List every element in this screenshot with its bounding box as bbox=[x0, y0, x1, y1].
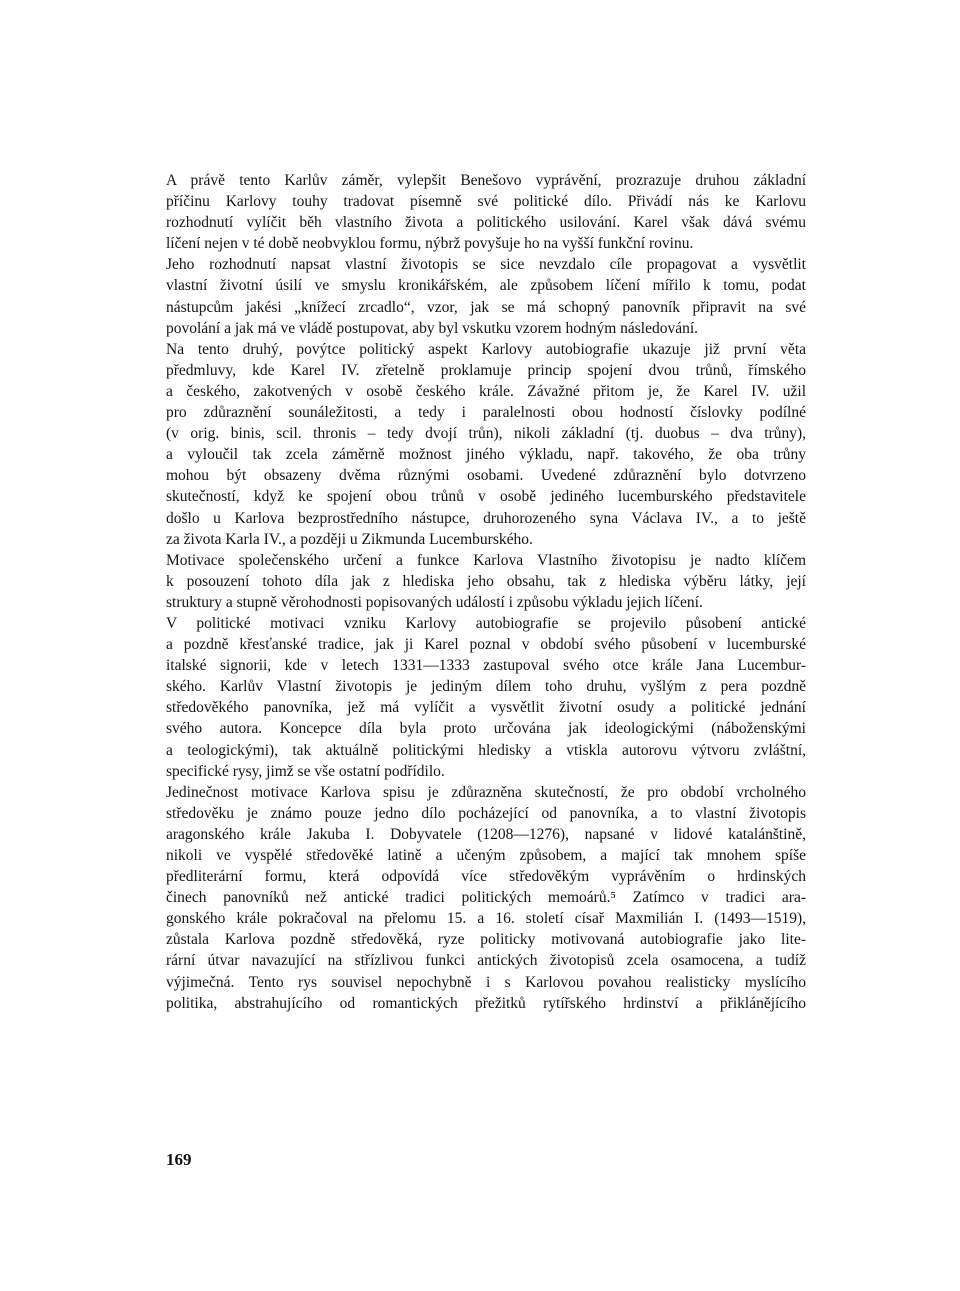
text-line: rární útvar navazující na střízlivou funkci antických životopisů zcela osamocena, a tudíž bbox=[166, 952, 806, 970]
paragraph bbox=[166, 613, 806, 782]
text-line: nikoli ve vyspělé středověké latině a učeným způsobem, a mající tak mnohem spíše bbox=[166, 847, 806, 864]
text-line: Jedinečnost motivace Karlova spisu je zdůrazněna skutečností, že pro období vrcholného bbox=[166, 783, 806, 801]
text-line: povolání a jak má ve vládě postupovat, aby byl vskutku vzorem hodným následování. bbox=[166, 319, 699, 337]
text-line: došlo u Karlova bezprostředního nástupce, druhorozeného syna Václava IV., a to ještě bbox=[166, 509, 806, 527]
text-line: k posouzení tohoto díla jak z hlediska jeho obsahu, tak z hlediska výběru látky, její bbox=[166, 572, 806, 590]
text-line: politika, abstrahujícího od romantických přežitků rytířského hrdinství a přiklánějícího bbox=[166, 994, 806, 1012]
body-text bbox=[166, 170, 806, 1014]
text-line: a vyloučil tak zcela záměrně možnost jiného výkladu, např. takového, že oba trůny bbox=[166, 446, 806, 464]
text-line: středověku je známo pouze jedno dílo pocházející od panovníka, a to vlastní životopis bbox=[166, 804, 806, 822]
text-line: vlastní životní úsilí ve smyslu kronikářském, ale způsobem líčení mířilo k tomu, podat bbox=[166, 277, 806, 295]
text-line: svého autora. Koncepce díla byla proto určována jak ideologickými (náboženskými bbox=[166, 720, 806, 738]
paragraph bbox=[166, 254, 806, 338]
text-line: Motivace společenského určení a funkce Karlova Vlastního životopisu je nadto klíčem bbox=[166, 551, 806, 569]
page-number: 169 bbox=[166, 1150, 192, 1169]
text-line: a teologickými), tak aktuálně politickými hledisky a vtiskla autorovu výtvoru zvláštní, bbox=[166, 741, 806, 759]
text-line: struktury a stupně věrohodnosti popisovaných událostí i způsobu výkladu jejich líčení. bbox=[166, 593, 703, 611]
text-line: zůstala Karlova pozdně středověká, ryze politicky motivovaná autobiografie jako lite- bbox=[166, 931, 806, 949]
text-line: a českého, zakotvených v osobě českého krále. Závažné přitom je, že Karel IV. užil bbox=[166, 382, 806, 400]
text-line: pro zdůraznění sounáležitosti, a tedy i paralelnosti obou hodností číslovky podílné bbox=[166, 404, 806, 422]
text-line: Jeho rozhodnutí napsat vlastní životopis se sice nevzdalo cíle propagovat a vysvětlit bbox=[166, 256, 806, 274]
text-line: specifické rysy, jimž se vše ostatní podřídilo. bbox=[166, 762, 445, 780]
text-line: aragonského krále Jakuba I. Dobyvatele (1208—1276), napsané v lidové katalánštině, bbox=[166, 825, 806, 843]
text-line: (v orig. binis, scil. thronis – tedy dvojí trůn), nikoli základní (tj. duobus – dva trůny), bbox=[166, 425, 806, 443]
text-line: nástupcům jakési „knížecí zrcadlo“, vzor, jak se má schopný panovník připravit na své bbox=[166, 298, 806, 316]
text-line: italské signorii, kde v letech 1331—1333 zastupoval svého otce krále Jana Lucembur- bbox=[166, 657, 806, 675]
text-line: ského. Karlův Vlastní životopis je jediným dílem toho druhu, vyšlým z pera pozdně bbox=[166, 678, 806, 696]
text-line: líčení nejen v té době neobvyklou formu, nýbrž povyšuje ho na vyšší funkční rovinu. bbox=[166, 235, 694, 253]
text-line: výjimečná. Tento rys souvisel nepochybně i s Karlovou povahou realisticky myslícího bbox=[166, 973, 806, 991]
text-line: V politické motivaci vzniku Karlovy autobiografie se projevilo působení antické bbox=[166, 614, 806, 632]
text-line: předliterární formu, která odpovídá více středověkým vyprávěním o hrdinských bbox=[166, 868, 806, 886]
text-line: za života Karla IV., a později u Zikmunda Lucemburského. bbox=[166, 530, 533, 548]
text-line: gonského krále pokračoval na přelomu 15. a 16. století císař Maxmilián I. (1493—1519), bbox=[166, 910, 806, 928]
paragraph bbox=[166, 782, 806, 1014]
text-line: rozhodnutí vylíčit běh vlastního života a politického usilování. Karel však dává svému bbox=[166, 214, 806, 232]
text-line: středověkého panovníka, jež má vylíčit a vysvětlit životní osudy a politické jednání bbox=[166, 699, 806, 717]
paragraph bbox=[166, 170, 806, 254]
text-line: skutečností, když ke spojení obou trůnů v osobě jediného lucemburského představitele bbox=[166, 488, 806, 506]
text-line: A právě tento Karlův záměr, vylepšit Benešovo vyprávění, prozrazuje druhou základní bbox=[166, 172, 806, 189]
text-line: příčinu Karlovy touhy tradovat písemně své politické dílo. Přivádí nás ke Karlovu bbox=[166, 193, 806, 211]
text-line: a pozdně křesťanské tradice, jak ji Karel poznal v období svého působení v lucemburské bbox=[166, 636, 806, 654]
text-line: činech panovníků než antické tradici politických memoárů.⁵ Zatímco v tradici ara- bbox=[166, 889, 806, 907]
paragraph bbox=[166, 339, 806, 550]
text-line: Na tento druhý, povýtce politický aspekt Karlovy autobiografie ukazuje již první věta bbox=[166, 340, 806, 358]
text-line: předmluvy, kde Karel IV. zřetelně proklamuje princip spojení dvou trůnů, římského bbox=[166, 361, 806, 379]
paragraph bbox=[166, 550, 806, 613]
text-line: mohou být obsazeny dvěma různými osobami. Uvedené zdůraznění bylo dotvrzeno bbox=[166, 467, 806, 485]
